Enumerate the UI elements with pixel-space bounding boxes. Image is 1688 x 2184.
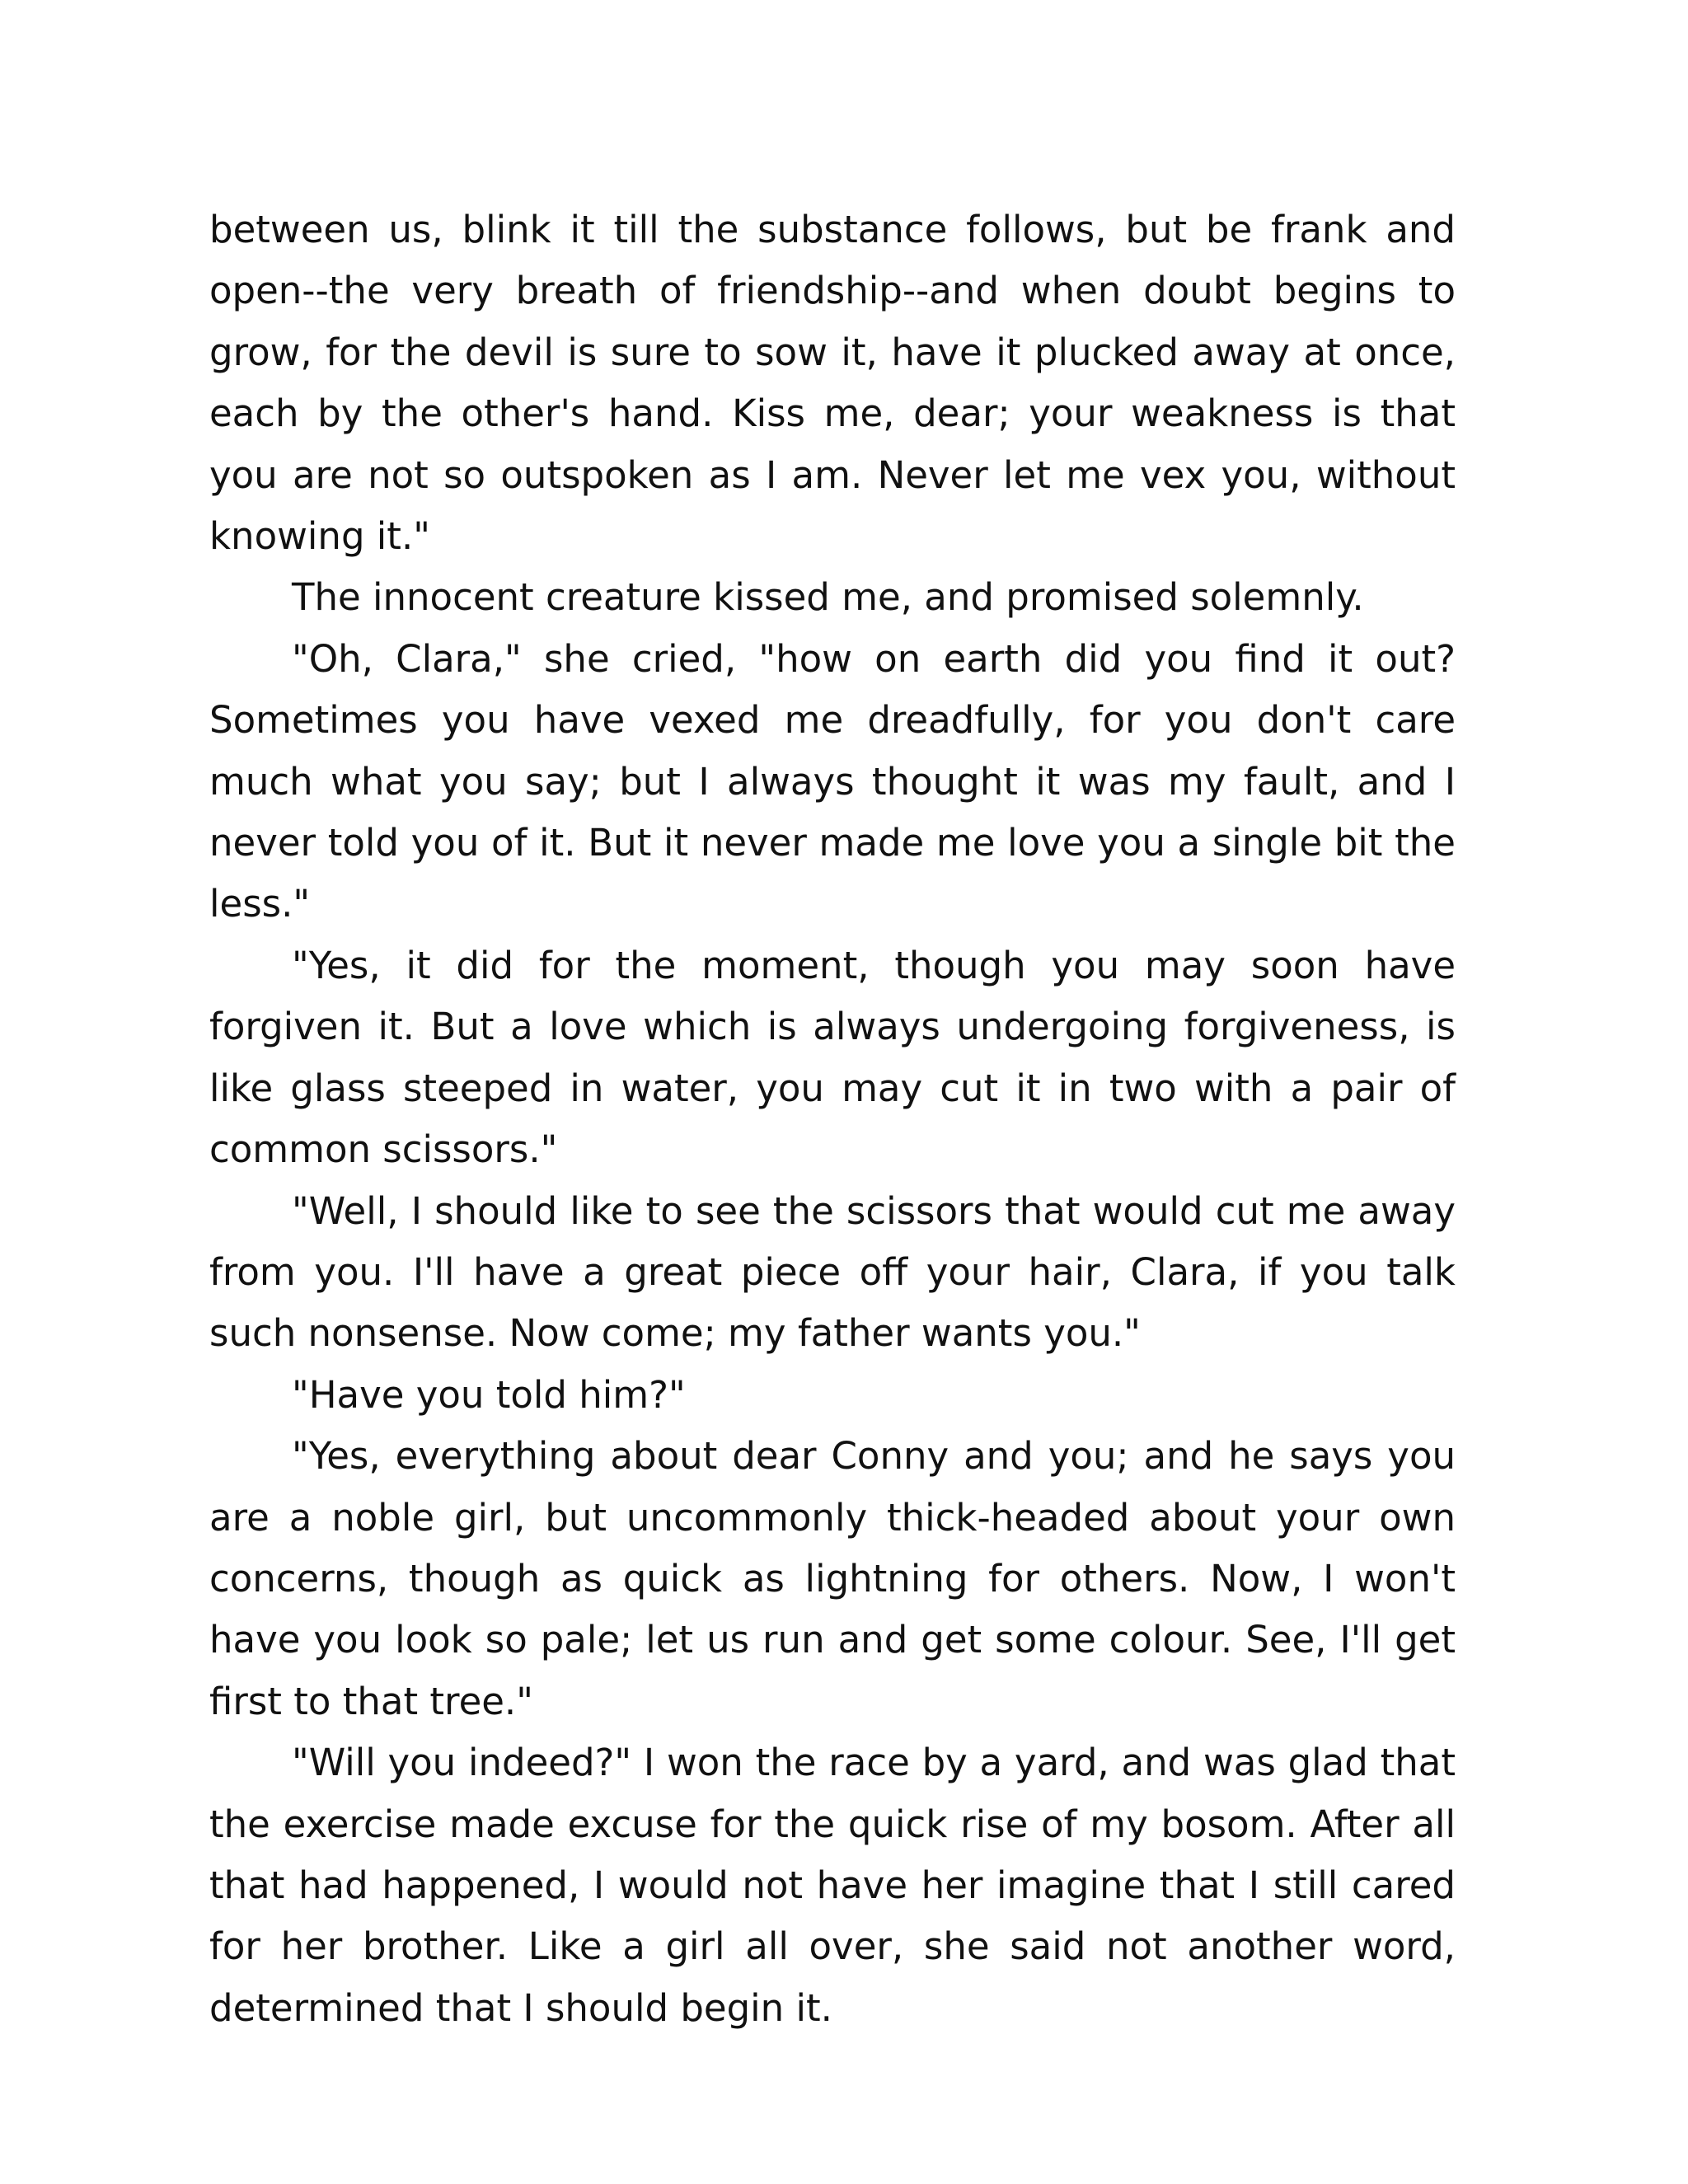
paragraph: "Yes, everything about dear Conny and you; and he says you are a noble girl, but uncommonly thick-headed about your own concerns, though as quick as lightning for others. Now, I won't have you look so pale; let us run and get some colour. See, I'll get first to that tree." [209, 1434, 1456, 1723]
paragraph: "Have you told him?" [292, 1372, 686, 1417]
paragraph: "Yes, it did for the moment, though you may soon have forgiven it. But a love which is always undergoing forgiveness, is like glass steeped in water, you may cut it in two with a pair of common scissors." [209, 943, 1456, 1172]
paragraph: The innocent creature kissed me, and promised solemnly. [292, 575, 1364, 620]
paragraph-continuation: between us, blink it till the substance follows, but be frank and open--the very breath of friendship--and when doubt begins to grow, for the devil is sure to sow it, have it plucked away at once, each by the other's hand. Kiss me, dear; your weakness is that you are not so outspoken as I am. Never let me vex you, without knowing it." [209, 208, 1456, 559]
paragraph: "Will you indeed?" I won the race by a yard, and was glad that the exercise made excuse for the quick rise of my bosom. After all that had happened, I would not have her imagine that I still cared for her brother. Like a girl all over, she said not another word, determined that I should begin it. [209, 1741, 1456, 2030]
paragraph: "Well, I should like to see the scissors that would cut me away from you. I'll have a great piece off your hair, Clara, if you talk such nonsense. Now come; my father wants you." [209, 1188, 1456, 1356]
paragraph: "Oh, Clara," she cried, "how on earth did you find it out? Sometimes you have vexed me dreadfully, for you don't care much what you say; but I always thought it was my fault, and I never told you of it. But it never made me love you a single bit the less." [209, 636, 1456, 926]
document-page [209, 199, 1456, 2039]
